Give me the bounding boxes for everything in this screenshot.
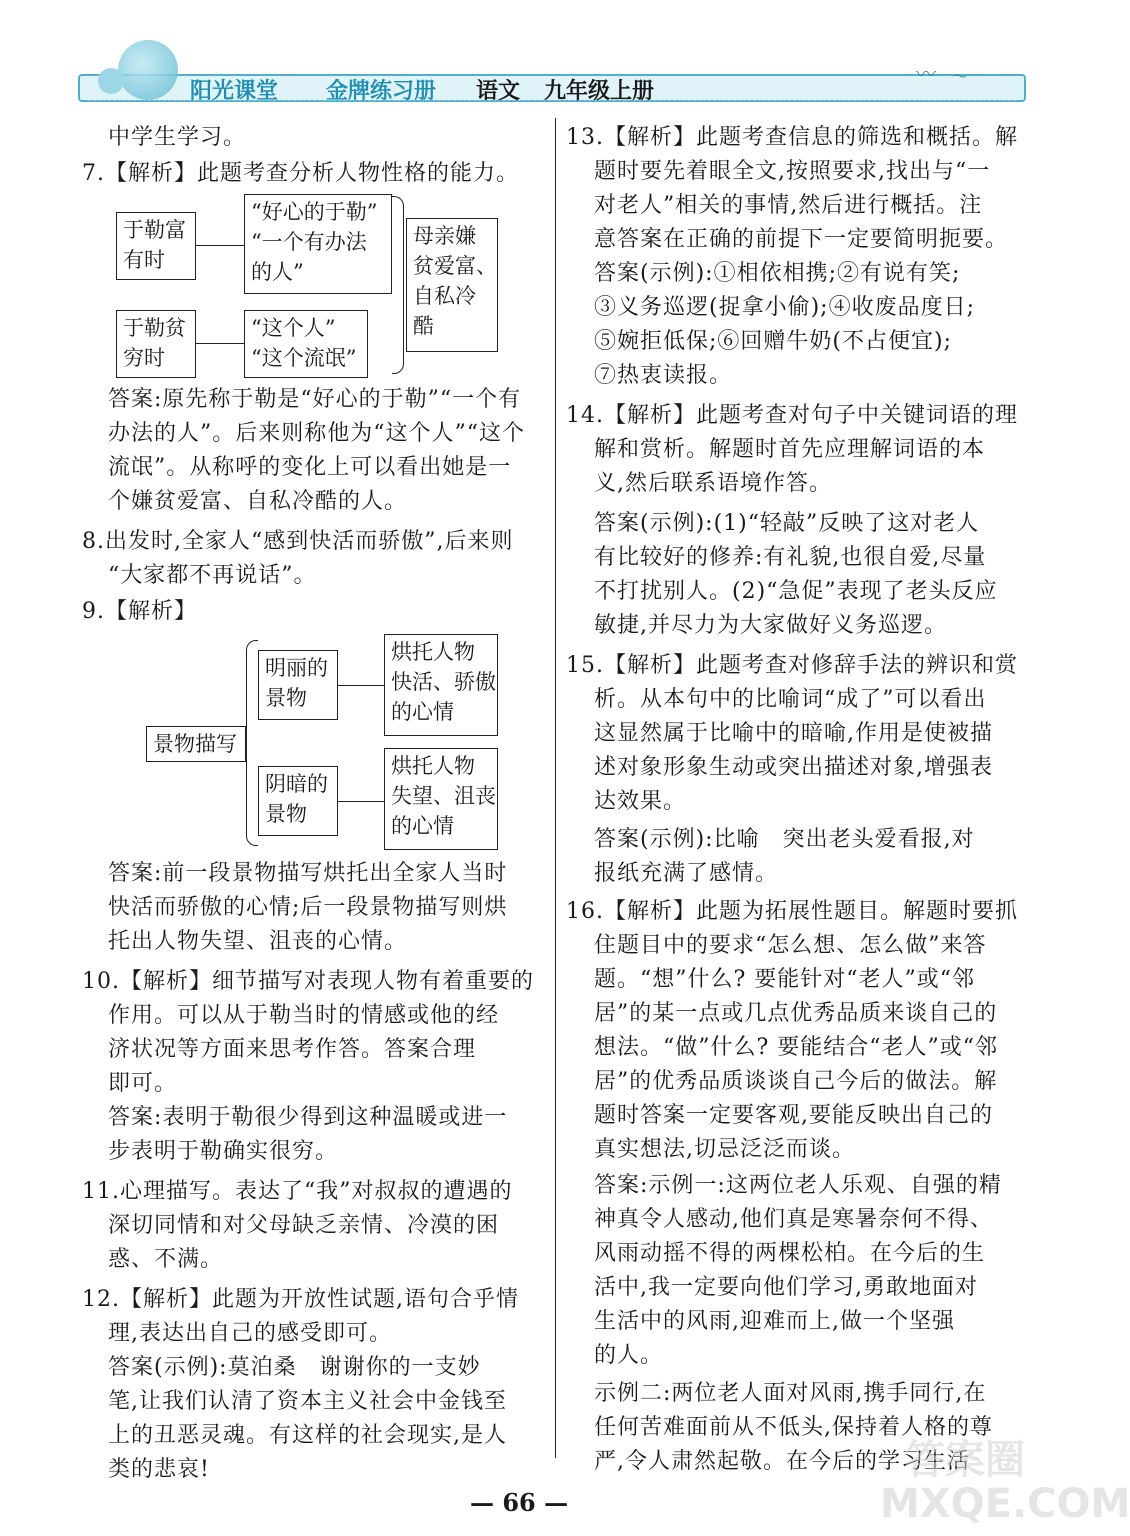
- column-divider: [555, 118, 556, 1458]
- q8-text: “大家都不再说话”。: [108, 563, 317, 588]
- poor-period-box: 于勒贫 穷时: [116, 310, 196, 378]
- q15-text: 达效果。: [594, 789, 687, 814]
- dark-scene-box: 阴暗的 景物: [258, 766, 338, 836]
- dark-effect-box: 烘托人物 失望、沮丧 的心情: [384, 748, 498, 850]
- q11-text: 深切同情和对父母缺乏亲情、冷漠的困: [108, 1213, 500, 1238]
- q14-answer: 答案(示例):(1)“轻敲”反映了这对老人: [594, 511, 980, 536]
- q15-text: 这显然属于比喻中的暗喻,作用是使被描: [594, 721, 993, 746]
- text-line: 中学生学习。: [108, 125, 247, 150]
- q16-answer: 生活中的风雨,迎难而上,做一个坚强: [594, 1309, 955, 1334]
- q13-text: 对老人”相关的事情,然后进行概括。注: [594, 193, 983, 218]
- q16-text: 题。“想”什么? 要能针对“老人”或“邻: [594, 967, 976, 992]
- q9-heading: 9.【解析】: [82, 599, 197, 624]
- q10-text: 即可。: [108, 1071, 178, 1096]
- q16-text: 居”的优秀品质谈谈自己今后的做法。解: [594, 1069, 998, 1094]
- q13-answer: ⑦热衷读报。: [594, 363, 733, 388]
- bright-scene-box: 明丽的 景物: [258, 650, 338, 720]
- bird-icon: 〰: [916, 62, 936, 86]
- landscape-root-box: 景物描写: [146, 726, 246, 762]
- bright-effect-box: 烘托人物 快活、骄傲 的心情: [384, 634, 498, 736]
- q16-text: 16.【解析】此题为拓展性题目。解题时要抓: [566, 899, 1018, 924]
- q11-text: 11.心理描写。表达了“我”对叔叔的遭遇的: [82, 1179, 513, 1204]
- q10-answer: 步表明于勒确实很穷。: [108, 1139, 339, 1164]
- brand-name: 阳光课堂: [190, 79, 279, 104]
- page-number: — 66 —: [470, 1488, 569, 1517]
- q14-answer: 有比较好的修养:有礼貌,也很自爱,尽量: [594, 545, 987, 570]
- logo-decoration-icon: [98, 68, 124, 94]
- q16-answer: 神真令人感动,他们真是寒暑奈何不得、: [594, 1207, 993, 1232]
- q16-text: 题时答案一定要客观,要能反映出自己的: [594, 1103, 993, 1128]
- grade-label: 九年级上册: [544, 79, 655, 104]
- q16-answer: 答案:示例一:这两位老人乐观、自强的精: [594, 1173, 1002, 1198]
- mother-character-box: 母亲嫌 贫爱富、 自私冷 酷: [406, 218, 498, 352]
- q16-text: 居”的某一点或几点优秀品质来谈自己的: [594, 1001, 998, 1026]
- q7-answer: 答案:原先称于勒是“好心的于勒”“一个有: [108, 387, 522, 412]
- q9-answer: 快活而骄傲的心情;后一段景物描写则烘: [108, 895, 508, 920]
- q14-text: 14.【解析】此题考查对句子中关键词语的理: [566, 403, 1018, 428]
- q16-answer: 的人。: [594, 1343, 664, 1368]
- q15-answer: 答案(示例):比喻 突出老头爱看报,对: [594, 827, 975, 852]
- poor-address-box: “这个人” “这个流氓”: [244, 310, 368, 378]
- brand-series: 金牌练习册: [326, 79, 437, 104]
- rich-period-box: 于勒富 有时: [116, 212, 196, 280]
- q10-text: 10.【解析】细节描写对表现人物有着重要的: [82, 969, 534, 994]
- q13-answer: ⑤婉拒低保;⑥回赠牛奶(不占便宜);: [594, 329, 952, 354]
- connector-line: [196, 245, 244, 246]
- q15-text: 析。从本句中的比喻词“成了”可以看出: [594, 687, 987, 712]
- q13-answer: ③义务巡逻(捉拿小偷);④收废品度日;: [594, 295, 975, 320]
- logo-icon: [118, 40, 178, 100]
- q14-text: 解和赏析。解题时首先应理解词语的本: [594, 437, 986, 462]
- q16-text: 想法。“做”什么? 要能结合“老人”或“邻: [594, 1035, 999, 1060]
- q7-heading: 7.【解析】此题考查分析人物性格的能力。: [82, 161, 519, 186]
- connector-line: [338, 801, 384, 802]
- q7-answer: 个嫌贫爱富、自私冷酷的人。: [108, 489, 408, 514]
- q15-text: 15.【解析】此题考查对修辞手法的辨识和赏: [566, 653, 1018, 678]
- connector-line: [338, 685, 384, 686]
- q13-text: 13.【解析】此题考查信息的筛选和概括。解: [566, 125, 1018, 150]
- q10-text: 济状况等方面来思考作答。答案合理: [108, 1037, 477, 1062]
- q13-text: 题时要先着眼全文,按照要求,找出与“一: [594, 159, 991, 184]
- q8-text: 8.出发时,全家人“感到快活而骄傲”,后来则: [82, 529, 514, 554]
- q12-answer: 笔,让我们认清了资本主义社会中金钱至: [108, 1389, 507, 1414]
- q16-answer: 严,令人肃然起敬。在今后的学习生活: [594, 1449, 970, 1474]
- q12-text: 理,表达出自己的感受即可。: [108, 1321, 392, 1346]
- q9-answer: 托出人物失望、沮丧的心情。: [108, 929, 408, 954]
- bracket-line: [392, 196, 404, 374]
- q12-answer: 答案(示例):莫泊桑 谢谢你的一支妙: [108, 1355, 481, 1380]
- q16-answer: 示例二:两位老人面对风雨,携手同行,在: [594, 1381, 987, 1406]
- q12-answer: 上的丑恶灵魂。有这样的社会现实,是人: [108, 1423, 507, 1448]
- q15-answer: 报纸充满了感情。: [594, 861, 779, 886]
- q13-text: 意答案在正确的前提下一定要简明扼要。: [594, 227, 1009, 252]
- page-header: [78, 62, 1026, 106]
- q10-answer: 答案:表明于勒很少得到这种温暖或进一: [108, 1105, 508, 1130]
- q11-text: 惑、不满。: [108, 1247, 224, 1272]
- rich-address-box: “好心的于勒” “一个有办法 的人”: [244, 194, 392, 294]
- q14-answer: 敏捷,并尽力为大家做好义务巡逻。: [594, 613, 947, 638]
- q7-answer: 流氓”。从称呼的变化上可以看出她是一: [108, 455, 512, 480]
- q16-answer: 活中,我一定要向他们学习,勇敢地面对: [594, 1275, 978, 1300]
- q12-answer: 类的悲哀!: [108, 1457, 210, 1482]
- q16-text: 真实想法,切忌泛泛而谈。: [594, 1137, 855, 1162]
- q14-text: 义,然后联系语境作答。: [594, 471, 832, 496]
- subject-label: 语文: [476, 79, 521, 104]
- q16-text: 住题目中的要求“怎么想、怎么做”来答: [594, 933, 987, 958]
- watermark-logo: 答案圈 MXQE.COM: [880, 1437, 1130, 1527]
- q15-text: 述对象形象生动或突出描述对象,增强表: [594, 755, 993, 780]
- q16-answer: 风雨动摇不得的两棵松柏。在今后的生: [594, 1241, 986, 1266]
- q10-text: 作用。可以从于勒当时的情感或他的经: [108, 1003, 500, 1028]
- q7-answer: 办法的人”。后来则称他为“这个人”“这个: [108, 421, 525, 446]
- q9-answer: 答案:前一段景物描写烘托出全家人当时: [108, 861, 508, 886]
- q13-answer: 答案(示例):①相依相携;②有说有笑;: [594, 261, 961, 286]
- bracket-line: [246, 640, 258, 846]
- bird-small-icon: 〜: [952, 67, 969, 86]
- q14-answer: 不打扰别人。(2)“急促”表现了老头反应: [594, 579, 998, 604]
- connector-line: [196, 343, 244, 344]
- q16-answer: 任何苦难面前从不低头,保持着人格的尊: [594, 1415, 993, 1440]
- q12-text: 12.【解析】此题为开放性试题,语句合乎情: [82, 1287, 519, 1312]
